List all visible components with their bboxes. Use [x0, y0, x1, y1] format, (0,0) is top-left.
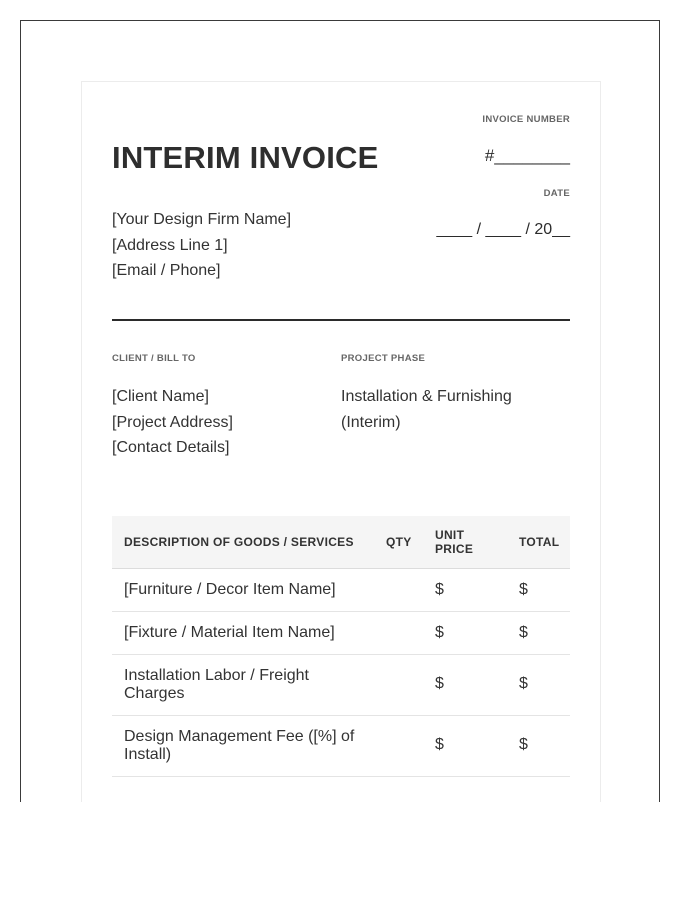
row-unit-price[interactable]: $	[435, 581, 444, 598]
firm-name: [Your Design Firm Name]	[112, 211, 292, 228]
row-description: [Furniture / Decor Item Name]	[124, 581, 336, 598]
row-description: Design Management Fee ([%] of Install)	[124, 728, 355, 763]
client-name: [Client Name]	[112, 388, 209, 405]
project-phase-label: PROJECT PHASE	[341, 353, 426, 364]
row-description: Installation Labor / Freight Charges	[124, 667, 309, 702]
row-total[interactable]: $	[519, 624, 528, 641]
header-divider	[112, 319, 570, 321]
firm-contact: [Email / Phone]	[112, 262, 221, 279]
date-label: DATE	[543, 188, 570, 199]
table-header	[112, 516, 570, 569]
table-row	[112, 612, 570, 655]
row-description: [Fixture / Material Item Name]	[124, 624, 335, 641]
row-unit-price[interactable]: $	[435, 736, 444, 753]
column-header-unit-price-line-1: UNIT	[435, 528, 465, 542]
invoice-title: INTERIM INVOICE	[112, 140, 379, 175]
row-total[interactable]: $	[519, 581, 528, 598]
client-contact: [Contact Details]	[112, 439, 230, 456]
column-header-unit-price-line-2: PRICE	[435, 542, 474, 556]
table-row	[112, 716, 570, 777]
client-address: [Project Address]	[112, 413, 233, 431]
row-unit-price[interactable]: $	[435, 624, 444, 641]
invoice-number-label: INVOICE NUMBER	[482, 114, 570, 125]
project-phase-line-2: (Interim)	[341, 413, 401, 431]
firm-address: [Address Line 1]	[112, 236, 228, 254]
line-items-table	[112, 516, 570, 777]
firm-details	[112, 207, 291, 284]
client-label: CLIENT / BILL TO	[112, 353, 196, 364]
invoice-number-field[interactable]: #________	[484, 146, 570, 165]
column-header-total: TOTAL	[519, 535, 560, 549]
date-field[interactable]: ____ / ____ / 20__	[436, 221, 570, 238]
column-header-unit-price	[435, 528, 473, 556]
column-header-description: DESCRIPTION OF GOODS / SERVICES	[124, 535, 354, 549]
project-phase	[341, 384, 512, 435]
table-row	[112, 655, 570, 716]
row-unit-price[interactable]: $	[435, 675, 444, 692]
row-total[interactable]: $	[519, 675, 528, 692]
column-header-qty: QTY	[386, 535, 412, 549]
table-row	[112, 569, 570, 612]
client-details	[112, 384, 233, 461]
project-phase-line-1: Installation & Furnishing	[341, 388, 512, 405]
row-total[interactable]: $	[519, 736, 528, 753]
